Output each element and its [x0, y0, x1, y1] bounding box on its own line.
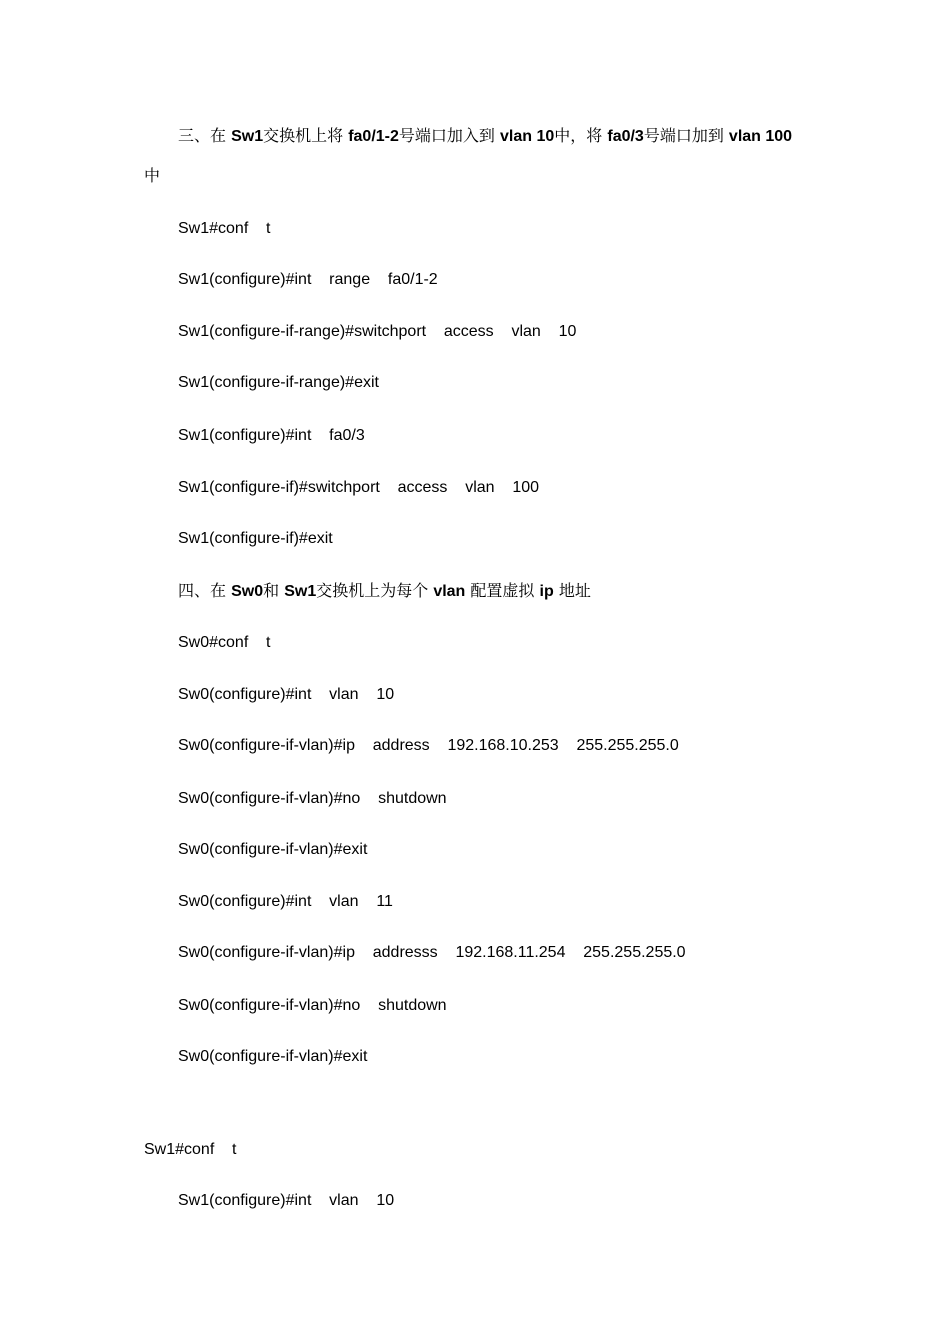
section-heading-3 [178, 126, 792, 147]
heading-bold: ip [539, 583, 554, 600]
command-line: Sw0#conf t [178, 634, 271, 651]
command-line: Sw0(configure)#int vlan 11 [178, 893, 393, 910]
command-line: Sw1(configure)#int range fa0/1-2 [178, 271, 438, 288]
heading-bold: Sw1 [231, 128, 264, 145]
command-line: Sw1(configure)#int vlan 10 [178, 1192, 395, 1209]
command-line: Sw1(configure-if-range)#exit [178, 374, 379, 391]
command-line: Sw1(configure-if)#switchport access vlan 100 [178, 479, 540, 496]
heading-bold: Sw1 [284, 583, 317, 600]
heading-text: 地址 [553, 581, 591, 600]
command-line: Sw1#conf t [178, 220, 271, 237]
command-line: Sw0(configure-if-vlan)#ip addresss 192.168.11.254 255.255.255.0 [178, 944, 686, 961]
command-line: Sw1(configure-if-range)#switchport access vlan 10 [178, 323, 577, 340]
heading-text: 交换机上为每个 [316, 581, 434, 600]
heading-bold: vlan 10 [500, 128, 555, 145]
command-line: Sw0(configure-if-vlan)#exit [178, 841, 368, 858]
heading-text: 和 [263, 581, 285, 600]
command-line: Sw0(configure-if-vlan)#ip address 192.168.10.253 255.255.255.0 [178, 737, 679, 754]
heading-bold: vlan [433, 583, 466, 600]
command-line: Sw1(configure)#int fa0/3 [178, 427, 365, 444]
command-line: Sw1(configure-if)#exit [178, 530, 333, 547]
heading-bold: fa0/3 [607, 128, 644, 145]
heading-text: 号端口加入到 [398, 126, 500, 145]
command-line: Sw0(configure-if-vlan)#no shutdown [178, 997, 447, 1014]
section-heading-4 [178, 581, 591, 602]
heading-text: 四、在 [178, 581, 232, 600]
heading-text: 号端口加到 [643, 126, 729, 145]
heading-bold: fa0/1-2 [348, 128, 399, 145]
heading-bold: vlan 100 [728, 128, 793, 145]
heading-text: 交换机上将 [263, 126, 349, 145]
heading-bold: Sw0 [231, 583, 264, 600]
section-heading-3-continued: 中 [144, 166, 161, 185]
heading-text: 中，将 [554, 126, 608, 145]
heading-text: 配置虚拟 [465, 581, 540, 600]
command-line: Sw0(configure-if-vlan)#exit [178, 1048, 368, 1065]
command-line: Sw0(configure)#int vlan 10 [178, 686, 395, 703]
command-line: Sw1#conf t [144, 1141, 237, 1158]
heading-text: 三、在 [178, 126, 232, 145]
command-line: Sw0(configure-if-vlan)#no shutdown [178, 790, 447, 807]
